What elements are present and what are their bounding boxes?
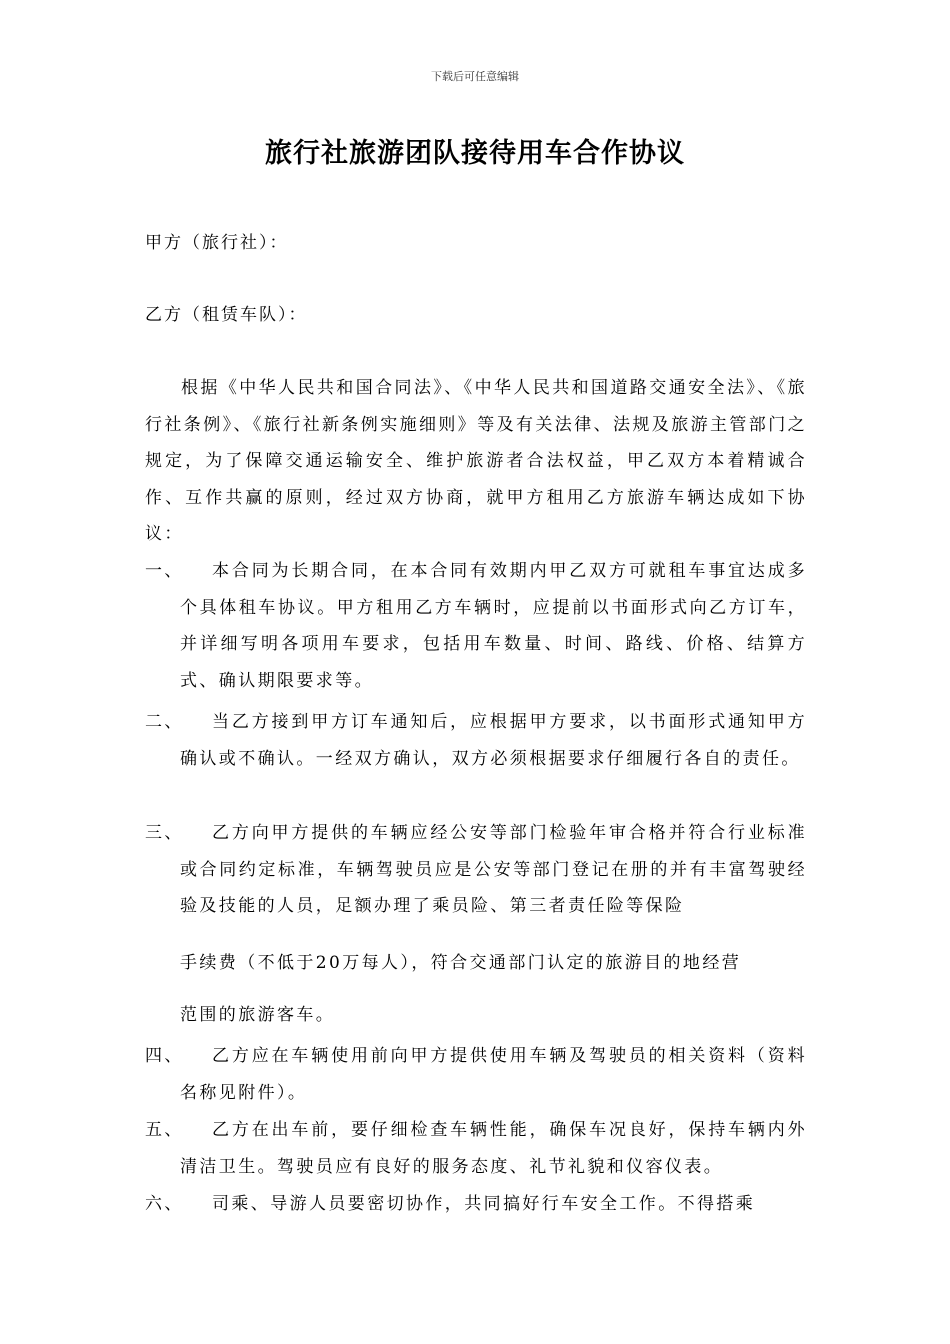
clause-6: [145, 1186, 807, 1223]
clause-text: 乙方应在车辆使用前向甲方提供使用车辆及驾驶员的相关资料（资料名称见附件）。: [180, 1046, 807, 1103]
clause-3-continuation: 手续费（不低于20万每人），符合交通部门认定的旅游目的地经营: [180, 953, 742, 973]
clause-3: [145, 815, 807, 925]
clause-number: 五、: [145, 1120, 184, 1140]
clause-text: 乙方向甲方提供的车辆应经公安等部门检验年审合格并符合行业标准或合同约定标准，车辆驾驶员应是公安等部门登记在册的并有丰富驾驶经验及技能的人员，足额办理了乘员险、第三者责任险等保险: [180, 823, 807, 916]
clause-text: 乙方在出车前，要仔细检查车辆性能，确保车况良好，保持车辆内外清洁卫生。驾驶员应有良好的服务态度、礼节礼貌和仪容仪表。: [180, 1120, 807, 1177]
party-b-line: 乙方（租赁车队）：: [145, 305, 308, 325]
clause-number: 二、: [145, 712, 184, 732]
intro-paragraph: 根据《中华人民共和国合同法》、《中华人民共和国道路交通安全法》、《旅行社条例》、《旅行社新条例实施细则》等及有关法律、法规及旅游主管部门之规定，为了保障交通运输安全、维护旅游者合法权益，甲乙双方本着精诚合作、互作共赢的原则，经过双方协商，就甲方租用乙方旅游车辆达成如下协议：: [145, 378, 807, 544]
clause-5: [145, 1112, 807, 1185]
clause-text: 当乙方接到甲方订车通知后，应根据甲方要求，以书面形式通知甲方确认或不确认。一经双方确认，双方必须根据要求仔细履行各自的责任。: [180, 712, 807, 769]
clause-text: 本合同为长期合同，在本合同有效期内甲乙双方可就租车事宜达成多个具体租车协议。甲方租用乙方车辆时，应提前以书面形式向乙方订车，并详细写明各项用车要求，包括用车数量、时间、路线、价格、结算方式、确认期限要求等。: [180, 561, 807, 691]
clause-number: 一、: [145, 561, 184, 581]
clause-number: 六、: [145, 1194, 184, 1214]
clause-number: 三、: [145, 823, 184, 843]
party-a-line: 甲方（旅行社）：: [145, 233, 289, 253]
clause-1: [145, 553, 807, 699]
clause-2: [145, 704, 807, 777]
clause-text: 司乘、导游人员要密切协作，共同搞好行车安全工作。不得搭乘: [212, 1194, 756, 1214]
header-note: 下载后可任意编辑: [431, 70, 519, 83]
clause-4: [145, 1038, 807, 1111]
document-title: 旅行社旅游团队接待用车合作协议: [265, 138, 685, 169]
clause-3-continuation-end: 范围的旅游客车。: [180, 1005, 336, 1025]
clause-number: 四、: [145, 1046, 184, 1066]
